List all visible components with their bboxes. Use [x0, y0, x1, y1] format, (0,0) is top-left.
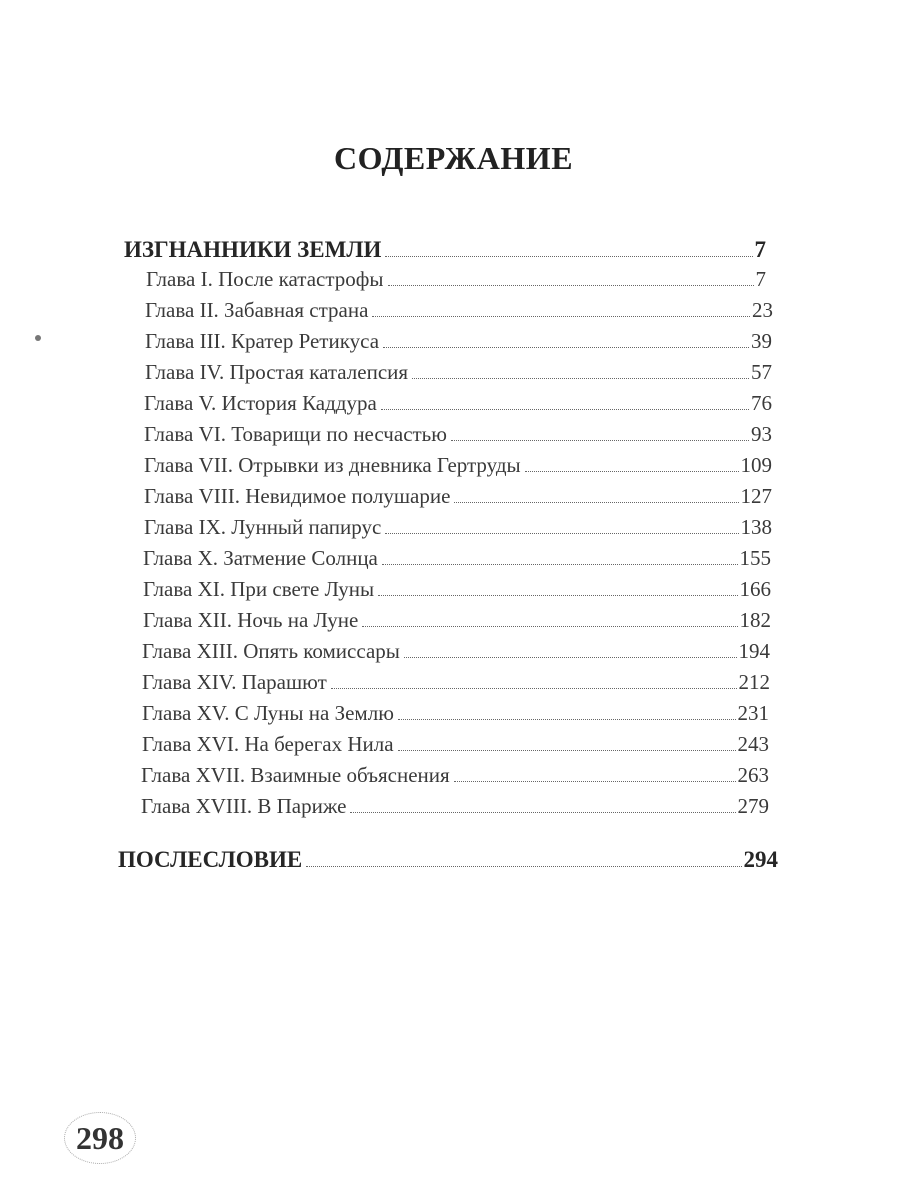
- toc-chapter-row[interactable]: [145, 357, 772, 385]
- toc-chapter-row[interactable]: [144, 450, 772, 478]
- toc-entry-page: 294: [743, 847, 778, 872]
- toc-entry-label: Глава XI. При свете Луны: [143, 577, 375, 601]
- toc-chapter-row[interactable]: [142, 698, 769, 726]
- dot-leader: [381, 388, 749, 410]
- toc-section-row[interactable]: [118, 843, 778, 873]
- toc-entry-label: Глава X. Затмение Солнца: [143, 546, 378, 570]
- toc-entry-label: ИЗГНАННИКИ ЗЕМЛИ: [124, 237, 382, 262]
- toc-entry-label: Глава V. История Каддура: [144, 391, 377, 415]
- toc-entry-page: 212: [738, 670, 770, 694]
- dot-leader: [388, 264, 754, 286]
- toc-entry-label: Глава VI. Товарищи по несчастью: [144, 422, 447, 446]
- toc-chapter-row[interactable]: [145, 326, 772, 354]
- toc-entry-label: Глава I. После катастрофы: [146, 267, 384, 291]
- toc-chapter-row[interactable]: [144, 481, 772, 509]
- toc-chapter-row[interactable]: [142, 729, 769, 757]
- dot-leader: [350, 791, 735, 813]
- toc-entry-page: 23: [752, 298, 773, 322]
- toc-chapter-row[interactable]: [142, 636, 770, 664]
- toc-entry-label: Глава VII. Отрывки из дневника Гертруды: [144, 453, 521, 477]
- dot-leader: [385, 512, 738, 534]
- page-number: 298: [64, 1112, 136, 1164]
- toc-entry-label: Глава XVIII. В Париже: [141, 794, 347, 818]
- toc-chapter-row[interactable]: [143, 605, 771, 633]
- toc-entry-page: 93: [751, 422, 772, 446]
- toc-entry-page: 39: [751, 329, 772, 353]
- dot-leader: [372, 295, 750, 317]
- toc-entry-page: 138: [740, 515, 772, 539]
- toc-entry-label: Глава XVI. На берегах Нила: [142, 732, 394, 756]
- toc-entry-label: Глава IX. Лунный папирус: [144, 515, 382, 539]
- dot-leader: [525, 450, 739, 472]
- toc-chapter-row[interactable]: [142, 667, 770, 695]
- dot-leader: [412, 357, 749, 379]
- paper-speck: [35, 335, 41, 341]
- toc-entry-label: ПОСЛЕСЛОВИЕ: [118, 847, 303, 872]
- dot-leader: [362, 605, 737, 627]
- dot-leader: [451, 419, 749, 441]
- toc-entry-label: Глава VIII. Невидимое полушарие: [144, 484, 451, 508]
- toc-entry-label: Глава XIV. Парашют: [142, 670, 327, 694]
- toc-section-row[interactable]: [124, 233, 766, 263]
- dot-leader: [398, 698, 736, 720]
- dot-leader: [404, 636, 737, 658]
- toc-entry-label: Глава II. Забавная страна: [145, 298, 369, 322]
- toc-chapter-row[interactable]: [141, 791, 769, 819]
- toc-entry-page: 7: [754, 237, 766, 262]
- toc-entry-page: 109: [740, 453, 772, 477]
- toc-chapter-row[interactable]: [143, 574, 771, 602]
- dot-leader: [331, 667, 737, 689]
- toc-entry-page: 263: [737, 763, 769, 787]
- toc-chapter-row[interactable]: [143, 543, 771, 571]
- toc-entry-page: 155: [739, 546, 771, 570]
- toc-entry-page: 127: [740, 484, 772, 508]
- dot-leader: [398, 729, 736, 751]
- dot-leader: [378, 574, 737, 596]
- toc-entry-page: 243: [737, 732, 769, 756]
- toc-entry-page: 76: [751, 391, 772, 415]
- toc-entry-page: 194: [738, 639, 770, 663]
- toc-entry-label: Глава III. Кратер Ретикуса: [145, 329, 380, 353]
- dot-leader: [454, 760, 736, 782]
- dot-leader: [385, 233, 752, 257]
- toc-chapter-row[interactable]: [145, 295, 773, 323]
- toc-entry-page: 231: [737, 701, 769, 725]
- toc-entry-label: Глава IV. Простая каталепсия: [145, 360, 409, 384]
- toc-chapter-row[interactable]: [146, 264, 766, 292]
- dot-leader: [454, 481, 738, 503]
- toc-entry-page: 57: [751, 360, 772, 384]
- toc-entry-label: Глава XII. Ночь на Луне: [143, 608, 359, 632]
- toc-entry-page: 182: [739, 608, 771, 632]
- toc-entry-page: 7: [755, 267, 766, 291]
- dot-leader: [383, 326, 749, 348]
- toc-entry-page: 166: [739, 577, 771, 601]
- toc-chapter-row[interactable]: [144, 388, 772, 416]
- toc-chapter-row[interactable]: [141, 760, 769, 788]
- toc-entry-label: Глава XIII. Опять комиссары: [142, 639, 400, 663]
- toc-entry-label: Глава XVII. Взаимные объяснения: [141, 763, 450, 787]
- toc-entry-label: Глава XV. С Луны на Землю: [142, 701, 394, 725]
- toc-chapter-row[interactable]: [144, 419, 772, 447]
- toc-entry-page: 279: [737, 794, 769, 818]
- dot-leader: [382, 543, 738, 565]
- page-title: СОДЕРЖАНИЕ: [333, 140, 574, 176]
- dot-leader: [306, 843, 741, 867]
- toc-chapter-row[interactable]: [144, 512, 772, 540]
